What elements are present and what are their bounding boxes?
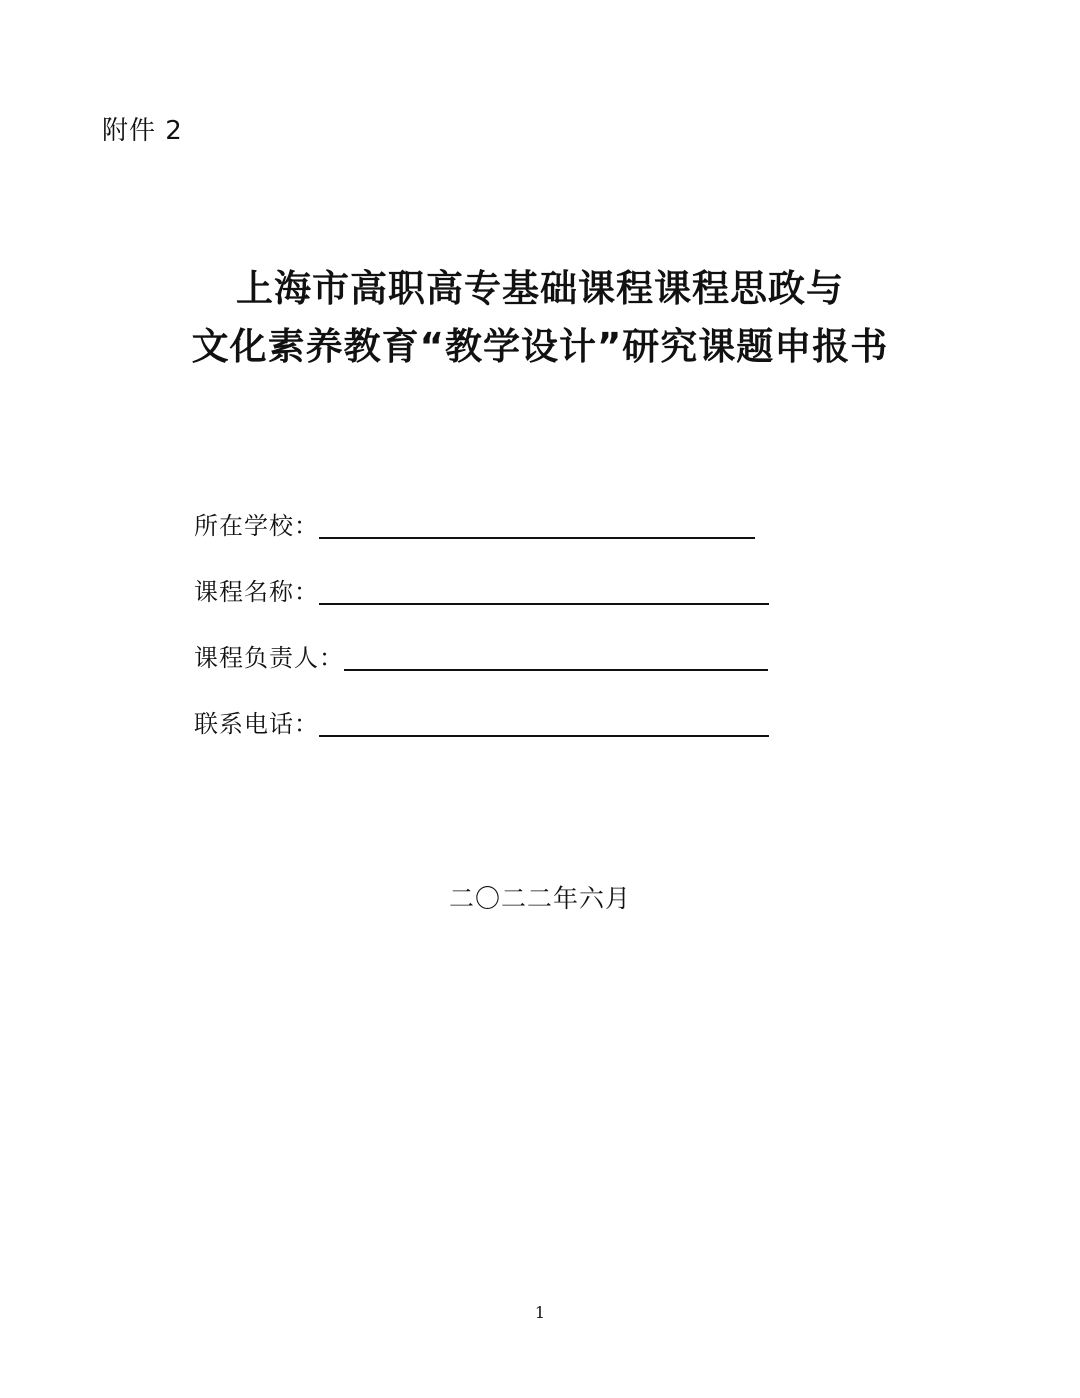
document-title xyxy=(0,260,1080,376)
title-line-1: 上海市高职高专基础课程课程思政与 xyxy=(236,267,844,310)
school-label: 所在学校： xyxy=(194,512,319,540)
phone-label: 联系电话： xyxy=(194,710,319,738)
course-leader-blank-line xyxy=(344,669,768,671)
field-row-course-leader xyxy=(194,635,768,675)
course-name-blank-line xyxy=(319,603,769,605)
title-line-2: 文化素养教育“教学设计”研究课题申报书 xyxy=(191,325,889,368)
attachment-label: 附件 2 xyxy=(102,116,183,146)
phone-blank-line xyxy=(319,735,769,737)
document-date: 二〇二二年六月 xyxy=(448,884,631,913)
field-row-course-name xyxy=(194,569,769,609)
course-leader-label: 课程负责人： xyxy=(194,644,344,672)
field-row-phone xyxy=(194,701,769,741)
school-blank-line xyxy=(319,537,755,539)
field-row-school xyxy=(194,503,755,543)
course-name-label: 课程名称： xyxy=(194,578,319,606)
page-number: 1 xyxy=(534,1303,546,1322)
